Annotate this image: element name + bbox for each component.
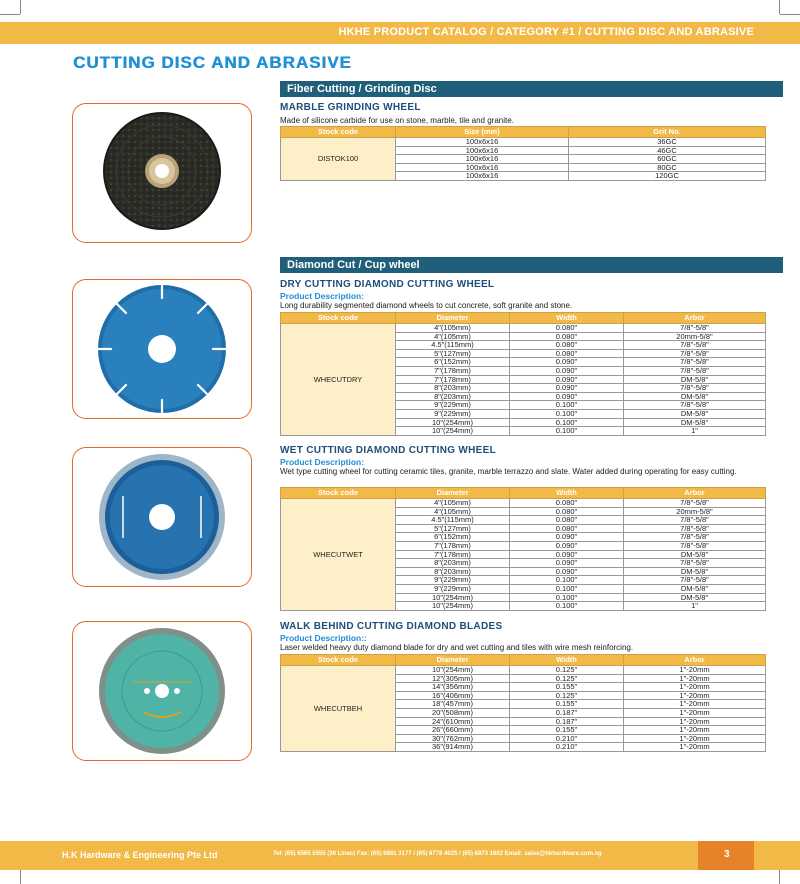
table-cell: 6"(152mm) <box>396 533 510 542</box>
header-bar <box>0 22 800 44</box>
table-cell: 1" <box>624 427 766 436</box>
column-header: Diameter <box>396 488 510 499</box>
table-cell: 10"(254mm) <box>396 593 510 602</box>
stock-code-cell: WHECUTBEH <box>281 666 396 752</box>
table-cell: 0.090" <box>510 567 624 576</box>
contact-info: Tel: (65) 6565 5555 (30 Lines) Fax: (65) 6861 3177 / (65) 6778 4025 / (65) 6873 1602 Email: sales@hkhardware.com.sg <box>273 851 602 857</box>
table-cell: 0.187" <box>510 708 624 717</box>
grinding-wheel-image <box>73 104 251 242</box>
table-cell: 7/8"-5/8" <box>624 541 766 550</box>
product-description: Long durability segmented diamond wheels to cut concrete, soft granite and stone. <box>280 301 573 310</box>
table-cell: 7/8"-5/8" <box>624 576 766 585</box>
table-cell: 0.080" <box>510 499 624 508</box>
page-number-box <box>698 841 754 870</box>
table-cell: 0.090" <box>510 550 624 559</box>
table-cell: 0.100" <box>510 409 624 418</box>
table-cell: 60GC <box>569 155 766 164</box>
table-body <box>281 666 766 752</box>
table-cell: 100x6x16 <box>396 146 569 155</box>
product-description: Laser welded heavy duty diamond blade for dry and wet cutting and tiles with wire mesh reinforcing. <box>280 643 634 652</box>
table-cell: 4.5"(115mm) <box>396 341 510 350</box>
table-cell: 0.090" <box>510 541 624 550</box>
table-cell: 12"(305mm) <box>396 674 510 683</box>
table-cell: 0.080" <box>510 341 624 350</box>
table-cell: 7"(178mm) <box>396 550 510 559</box>
table-cell: 30"(762mm) <box>396 734 510 743</box>
table-cell: 100x6x16 <box>396 155 569 164</box>
table-cell: 7/8"-5/8" <box>624 366 766 375</box>
diamond-blade-image <box>73 448 251 586</box>
stock-code-cell: WHECUTDRY <box>281 324 396 436</box>
crop-mark <box>0 14 20 15</box>
diamond-blade-image <box>73 622 251 760</box>
table-cell: 100x6x16 <box>396 172 569 181</box>
table-cell: 100x6x16 <box>396 163 569 172</box>
table-cell: 46GC <box>569 146 766 155</box>
column-header: Diameter <box>396 313 510 324</box>
table-cell: 10"(254mm) <box>396 427 510 436</box>
section-title: Diamond Cut / Cup wheel <box>287 259 420 271</box>
crop-mark <box>779 870 794 884</box>
table-cell: 20mm-5/8" <box>624 332 766 341</box>
table-cell: 14"(356mm) <box>396 683 510 692</box>
table-cell: 1"-20mm <box>624 708 766 717</box>
table-cell: 0.100" <box>510 584 624 593</box>
table-cell: 0.090" <box>510 392 624 401</box>
table-cell: 7"(178mm) <box>396 375 510 384</box>
section-bar-fiber <box>280 81 783 97</box>
table-cell: 9"(229mm) <box>396 584 510 593</box>
table-cell: DM-5/8" <box>624 375 766 384</box>
product-title: WALK BEHIND CUTTING DIAMOND BLADES <box>280 621 503 632</box>
diamond-blade-image <box>73 280 251 418</box>
table-cell: 8"(203mm) <box>396 559 510 568</box>
column-header: Width <box>510 313 624 324</box>
table-cell: 36"(914mm) <box>396 743 510 752</box>
table-cell: 5"(127mm) <box>396 349 510 358</box>
table-cell: 1"-20mm <box>624 734 766 743</box>
table-body <box>281 499 766 611</box>
table-cell: 4"(105mm) <box>396 324 510 333</box>
table-cell: DM-5/8" <box>624 392 766 401</box>
table-cell: 20mm-5/8" <box>624 507 766 516</box>
product-title: WET CUTTING DIAMOND CUTTING WHEEL <box>280 445 496 456</box>
crop-mark <box>6 0 21 14</box>
column-header: Size (mm) <box>396 127 569 138</box>
product-photo-marble-wheel <box>72 103 252 243</box>
column-header: Width <box>510 488 624 499</box>
table-cell: 10"(254mm) <box>396 602 510 611</box>
table-cell: 1"-20mm <box>624 683 766 692</box>
product-photo-wet-wheel <box>72 447 252 587</box>
table-body <box>281 324 766 436</box>
table-cell: 1"-20mm <box>624 717 766 726</box>
table-cell: 7"(178mm) <box>396 541 510 550</box>
table-cell: 7/8"-5/8" <box>624 324 766 333</box>
table-cell: 0.090" <box>510 358 624 367</box>
table-cell: 0.090" <box>510 366 624 375</box>
table-row <box>281 324 766 333</box>
table-cell: DM-5/8" <box>624 584 766 593</box>
table-cell: 8"(203mm) <box>396 384 510 393</box>
table-cell: 0.187" <box>510 717 624 726</box>
table-cell: 7/8"-5/8" <box>624 341 766 350</box>
table-cell: 0.155" <box>510 683 624 692</box>
table-cell: 0.080" <box>510 524 624 533</box>
crop-mark <box>6 870 21 884</box>
table-cell: 80GC <box>569 163 766 172</box>
table-cell: 6"(152mm) <box>396 358 510 367</box>
table-cell: 1"-20mm <box>624 743 766 752</box>
table-cell: 9"(229mm) <box>396 409 510 418</box>
table-cell: 0.100" <box>510 593 624 602</box>
table-cell: 7/8"-5/8" <box>624 524 766 533</box>
table-cell: DM-5/8" <box>624 567 766 576</box>
table-cell: 1"-20mm <box>624 674 766 683</box>
table-cell: 9"(229mm) <box>396 576 510 585</box>
product-title: DRY CUTTING DIAMOND CUTTING WHEEL <box>280 279 495 290</box>
table-cell: 7"(178mm) <box>396 366 510 375</box>
table-cell: DM-5/8" <box>624 409 766 418</box>
table-cell: 4.5"(115mm) <box>396 516 510 525</box>
description-label: Product Description: <box>280 291 365 301</box>
table-row <box>281 499 766 508</box>
table-body <box>281 138 766 181</box>
table-cell: 7/8"-5/8" <box>624 384 766 393</box>
table-cell: 1"-20mm <box>624 726 766 735</box>
table-cell: 120GC <box>569 172 766 181</box>
column-header: Stock code <box>281 313 396 324</box>
table-cell: 4"(105mm) <box>396 499 510 508</box>
table-cell: 1"-20mm <box>624 691 766 700</box>
table-cell: 26"(660mm) <box>396 726 510 735</box>
table-cell: 0.125" <box>510 666 624 675</box>
crop-mark <box>779 0 794 14</box>
stock-code-cell: WHECUTWET <box>281 499 396 611</box>
column-header: Stock code <box>281 655 396 666</box>
table-cell: 0.100" <box>510 427 624 436</box>
company-name: H.K Hardware & Engineering Pte Ltd <box>62 850 218 860</box>
table-cell: 20"(508mm) <box>396 708 510 717</box>
column-header: Arbor <box>624 488 766 499</box>
spec-table-walk-behind <box>280 654 766 752</box>
product-photo-walk-behind-blade <box>72 621 252 761</box>
table-cell: DM-5/8" <box>624 593 766 602</box>
description-label: Product Description:: <box>280 633 367 643</box>
table-cell: DM-5/8" <box>624 550 766 559</box>
column-header: Stock code <box>281 488 396 499</box>
table-cell: 8"(203mm) <box>396 567 510 576</box>
table-cell: 0.155" <box>510 726 624 735</box>
column-header: Arbor <box>624 655 766 666</box>
table-cell: 0.210" <box>510 743 624 752</box>
stock-code-cell: DISTOK100 <box>281 138 396 181</box>
section-title: Fiber Cutting / Grinding Disc <box>287 83 437 95</box>
table-cell: 0.080" <box>510 516 624 525</box>
table-cell: 7/8"-5/8" <box>624 516 766 525</box>
column-header: Diameter <box>396 655 510 666</box>
table-row <box>281 666 766 675</box>
table-cell: 0.090" <box>510 384 624 393</box>
column-header: Width <box>510 655 624 666</box>
table-cell: 8"(203mm) <box>396 392 510 401</box>
table-cell: 0.090" <box>510 375 624 384</box>
column-header: Stock code <box>281 127 396 138</box>
spec-table-dry <box>280 312 766 436</box>
table-cell: 1"-20mm <box>624 700 766 709</box>
page-number: 3 <box>724 849 730 860</box>
product-title: MARBLE GRINDING WHEEL <box>280 102 421 113</box>
table-cell: 4"(105mm) <box>396 507 510 516</box>
breadcrumb: HKHE PRODUCT CATALOG / CATEGORY #1 / CUTTING DISC AND ABRASIVE <box>338 26 754 38</box>
table-cell: 7/8"-5/8" <box>624 358 766 367</box>
column-header: Arbor <box>624 313 766 324</box>
table-cell: 0.080" <box>510 507 624 516</box>
table-cell: 5"(127mm) <box>396 524 510 533</box>
table-cell: 0.100" <box>510 418 624 427</box>
table-cell: 1" <box>624 602 766 611</box>
table-cell: 24"(610mm) <box>396 717 510 726</box>
table-cell: 36GC <box>569 138 766 147</box>
table-cell: 18"(457mm) <box>396 700 510 709</box>
table-cell: 4"(105mm) <box>396 332 510 341</box>
table-cell: 1"-20mm <box>624 666 766 675</box>
table-row <box>281 138 766 147</box>
crop-mark <box>780 14 800 15</box>
table-cell: 100x6x16 <box>396 138 569 147</box>
table-cell: 0.080" <box>510 332 624 341</box>
table-cell: DM-5/8" <box>624 418 766 427</box>
table-cell: 7/8"-5/8" <box>624 499 766 508</box>
table-cell: 10"(254mm) <box>396 666 510 675</box>
spec-table-wet <box>280 487 766 611</box>
table-cell: 16"(406mm) <box>396 691 510 700</box>
table-cell: 0.090" <box>510 559 624 568</box>
table-cell: 0.080" <box>510 349 624 358</box>
table-cell: 0.100" <box>510 602 624 611</box>
table-cell: 9"(229mm) <box>396 401 510 410</box>
product-description: Made of silicone carbide for use on stone, marble, tile and granite. <box>280 116 514 125</box>
table-cell: 0.125" <box>510 674 624 683</box>
section-bar-diamond <box>280 257 783 273</box>
page-title: CUTTING DISC AND ABRASIVE <box>73 53 352 72</box>
table-cell: 0.210" <box>510 734 624 743</box>
product-photo-dry-wheel <box>72 279 252 419</box>
spec-table-marble <box>280 126 766 181</box>
table-cell: 10"(254mm) <box>396 418 510 427</box>
table-cell: 0.155" <box>510 700 624 709</box>
table-cell: 0.125" <box>510 691 624 700</box>
table-cell: 0.100" <box>510 401 624 410</box>
column-header: Grit No. <box>569 127 766 138</box>
footer-bar <box>0 841 800 870</box>
table-cell: 0.080" <box>510 324 624 333</box>
table-cell: 7/8"-5/8" <box>624 559 766 568</box>
table-cell: 7/8"-5/8" <box>624 349 766 358</box>
product-description: Wet type cutting wheel for cutting ceramic tiles, granite, marble terrazzo and slate. Water added during operating for easy cutting. <box>280 467 737 476</box>
table-cell: 7/8"-5/8" <box>624 533 766 542</box>
description-label: Product Description: <box>280 457 365 467</box>
table-cell: 7/8"-5/8" <box>624 401 766 410</box>
table-cell: 0.100" <box>510 576 624 585</box>
table-cell: 0.090" <box>510 533 624 542</box>
